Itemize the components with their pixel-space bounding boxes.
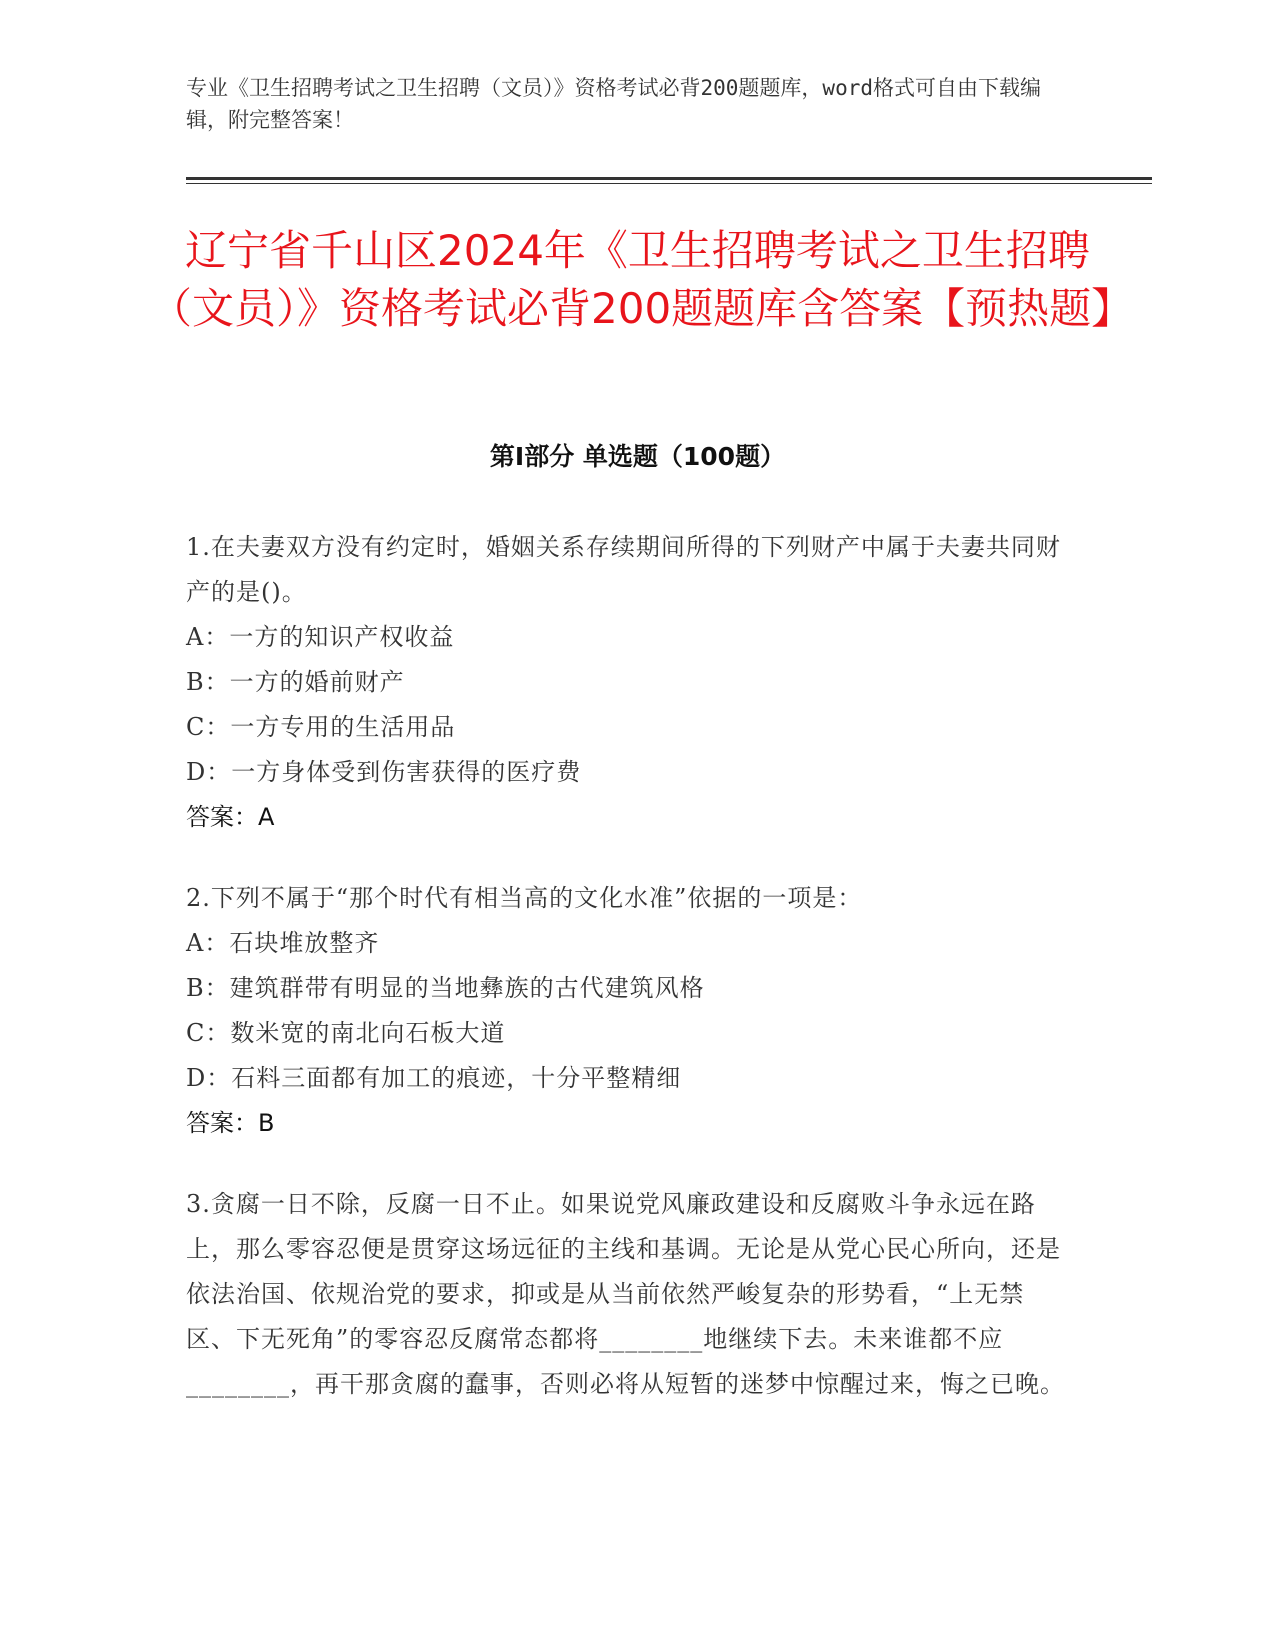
question-text: 1.在夫妻双方没有约定时，婚姻关系存续期间所得的下列财产中属于夫妻共同财产的是()。 [186, 533, 1061, 606]
section-title: 第Ⅰ部分 单选题（100题） [489, 442, 786, 471]
question-item-2 [186, 876, 1066, 1146]
option-a: A：一方的知识产权收益 [186, 623, 455, 651]
question-item-1 [186, 525, 1066, 840]
question-item-3 [186, 1182, 1066, 1407]
option-b: B：一方的婚前财产 [186, 668, 405, 696]
header-divider-thick [186, 177, 1152, 180]
document-title: 辽宁省千山区2024年《卫生招聘考试之卫生招聘（文员）》资格考试必背200题题库含答案【预热题】 [150, 226, 1134, 333]
option-c: C：数米宽的南北向石板大道 [186, 1019, 506, 1047]
option-d: D：一方身体受到伤害获得的医疗费 [186, 758, 582, 786]
option-d: D：石料三面都有加工的痕迹，十分平整精细 [186, 1064, 682, 1092]
question-text: 3.贪腐一日不除，反腐一日不止。如果说党风廉政建设和反腐败斗争永远在路上，那么零容忍便是贯穿这场远征的主线和基调。无论是从党心民心所向，还是依法治国、依规治党的要求，抑或是从当前依然严峻复杂的形势看，“上无禁区、下无死角”的零容忍反腐常态都将________地继续下去。未来谁都不应________，再干那贪腐的蠢事，否则必将从短暂的迷梦中惊醒过来，悔之已晚。 [186, 1190, 1065, 1398]
answer-line: 答案：B [186, 1109, 275, 1137]
option-b: B：建筑群带有明显的当地彝族的古代建筑风格 [186, 974, 705, 1002]
answer-line: 答案：A [186, 803, 275, 831]
question-text: 2.下列不属于“那个时代有相当高的文化水准”依据的一项是： [186, 884, 863, 912]
option-c: C：一方专用的生活用品 [186, 713, 456, 741]
header-note: 专业《卫生招聘考试之卫生招聘（文员）》资格考试必背200题题库，word格式可自由下载编辑，附完整答案！ [186, 76, 1041, 132]
question-list [186, 525, 1066, 1443]
header-divider-thin [186, 183, 1152, 184]
option-a: A：石块堆放整齐 [186, 929, 380, 957]
